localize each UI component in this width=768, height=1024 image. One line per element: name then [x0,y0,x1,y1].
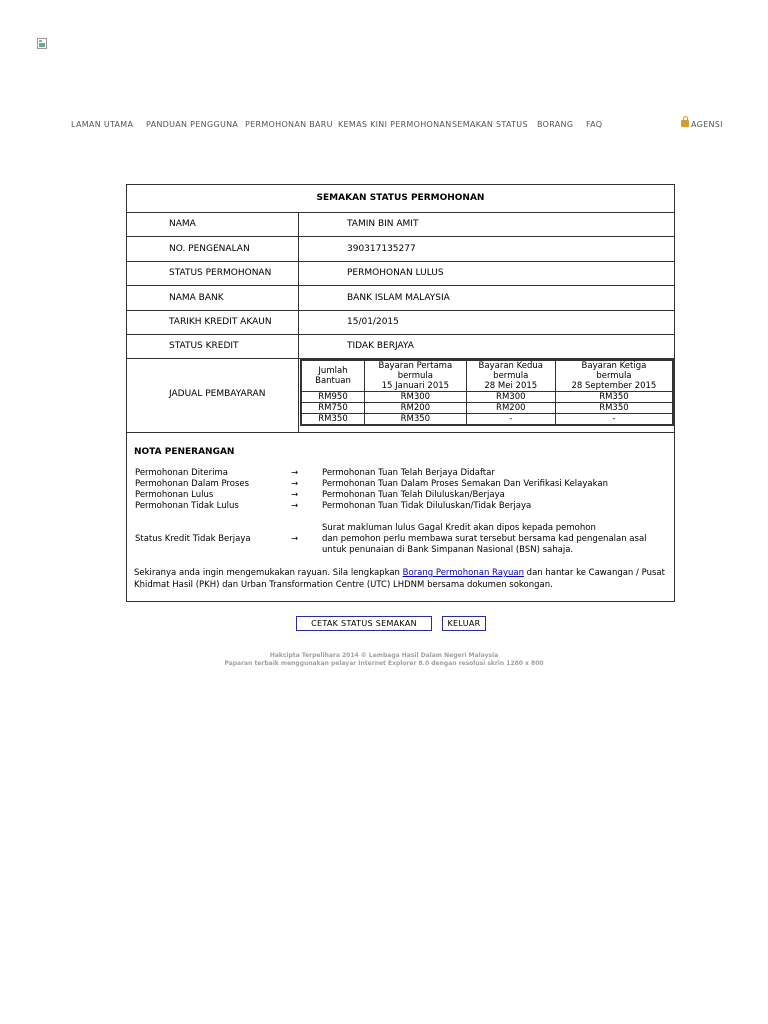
table-cell: RM750 [301,403,365,414]
nota-value-line: Surat makluman lulus Gagal Kredit akan dipos kepada pemohon [322,523,596,533]
nav-borang[interactable]: BORANG [537,120,574,129]
table-row [301,392,673,403]
footer-copyright: Hakcipta Terpelihara 2014 © Lembaga Hasil Dalam Negeri Malaysia [269,652,499,659]
table-cell: RM200 [365,403,467,414]
table-cell: RM300 [365,392,467,403]
header-bayaran-pertama: Bayaran Pertama bermula 15 Januari 2015 [365,360,467,392]
arrow-icon: → [291,479,299,489]
nav-semakan-status[interactable]: SEMAKAN STATUS [452,120,528,129]
nota-value: Permohonan Tuan Tidak Diluluskan/Tidak Berjaya [322,501,532,511]
lock-icon [681,120,689,127]
nota-value: Permohonan Tuan Telah Diluluskan/Berjaya [322,490,505,500]
header-bayaran-ketiga: Bayaran Ketiga bermula 28 September 2015 [555,360,673,392]
table-cell: RM350 [555,403,673,414]
nota-key: Permohonan Diterima [135,468,228,478]
nota-key: Permohonan Lulus [135,490,214,500]
row-label: TARIKH KREDIT AKAUN [169,317,272,327]
nota-key: Permohonan Tidak Lulus [135,501,239,511]
arrow-icon: → [291,468,299,478]
row-tarikh-kredit [127,310,674,335]
payment-schedule-table [300,359,674,426]
table-cell: - [555,414,673,426]
table-cell: - [466,414,555,426]
arrow-icon: → [291,501,299,511]
row-label: NAMA [169,219,196,229]
borang-rayuan-link[interactable]: Borang Permohonan Rayuan [402,568,524,578]
row-value: TIDAK BERJAYA [347,341,414,351]
table-cell: RM950 [301,392,365,403]
nav-kemas-kini-permohonan[interactable]: KEMAS KINI PERMOHONAN [338,120,452,129]
row-no-pengenalan [127,237,674,262]
divider [127,432,674,433]
row-label: NAMA BANK [169,293,224,303]
table-row [301,403,673,414]
table-cell: RM350 [365,414,467,426]
table-cell: RM350 [555,392,673,403]
row-value: 390317135277 [347,244,416,254]
nav-permohonan-baru[interactable]: PERMOHONAN BARU [245,120,333,129]
jadual-pembayaran-label: JADUAL PEMBAYARAN [169,389,266,399]
row-value: BANK ISLAM MALAYSIA [347,293,450,303]
nota-key: Permohonan Dalam Proses [135,479,250,489]
nav-faq[interactable]: FAQ [586,120,603,129]
cetak-status-button[interactable]: CETAK STATUS SEMAKAN [296,616,432,631]
nota-title: NOTA PENERANGAN [134,447,235,457]
nota-value: Permohonan Tuan Telah Berjaya Didaftar [322,468,495,478]
keluar-button[interactable]: KELUAR [442,616,486,631]
row-status-kredit [127,334,674,359]
table-cell: RM200 [466,403,555,414]
row-value: 15/01/2015 [347,317,399,327]
nota-value-line: untuk penunaian di Bank Simpanan Nasional (BSN) sahaja. [322,545,574,555]
nota-value-line: dan pemohon perlu membawa surat tersebut bersama kad pengenalan asal [322,534,647,544]
nav-agensi[interactable]: AGENSI [681,120,723,129]
row-label: STATUS PERMOHONAN [169,268,272,278]
nav-panduan-pengguna[interactable]: PANDUAN PENGGUNA [146,120,239,129]
row-label: NO. PENGENALAN [169,244,250,254]
top-navigation [0,120,768,134]
table-cell: RM350 [301,414,365,426]
nav-laman-utama[interactable]: LAMAN UTAMA [71,120,134,129]
row-nama [127,212,674,237]
nota-value: Permohonan Tuan Dalam Proses Semakan Dan Verifikasi Kelayakan [322,479,608,489]
status-panel [126,184,675,602]
arrow-icon: → [291,534,299,544]
broken-image-icon [37,38,48,50]
column-divider [298,359,299,432]
nota-key: Status Kredit Tidak Berjaya [135,534,251,544]
rayuan-text: Sekiranya anda ingin mengemukakan rayuan. Sila lengkapkan Borang Permohonan Rayuan dan hantar ke Cawangan / Pusat Khidmat Hasil (PKH) dan Urban Transformation Centre (UTC) LHDNM bersama dokumen sokongan. [134,568,665,590]
panel-title: SEMAKAN STATUS PERMOHONAN [127,185,674,213]
row-status-permohonan [127,261,674,286]
row-nama-bank [127,286,674,311]
header-jumlah: Jumlah Bantuan [301,360,365,392]
table-header-row [301,360,673,392]
nota-item-kredit [135,523,675,559]
table-cell: RM300 [466,392,555,403]
row-value: PERMOHONAN LULUS [347,268,444,278]
arrow-icon: → [291,490,299,500]
row-value: TAMIN BIN AMIT [347,219,419,229]
table-row [301,414,673,426]
row-label: STATUS KREDIT [169,341,239,351]
header-bayaran-kedua: Bayaran Kedua bermula 28 Mei 2015 [466,360,555,392]
footer-browser-note: Paparan terbaik menggunakan pelayar Internet Explorer 8.0 dengan resolusi skrin 1280 x 800 [224,660,544,667]
